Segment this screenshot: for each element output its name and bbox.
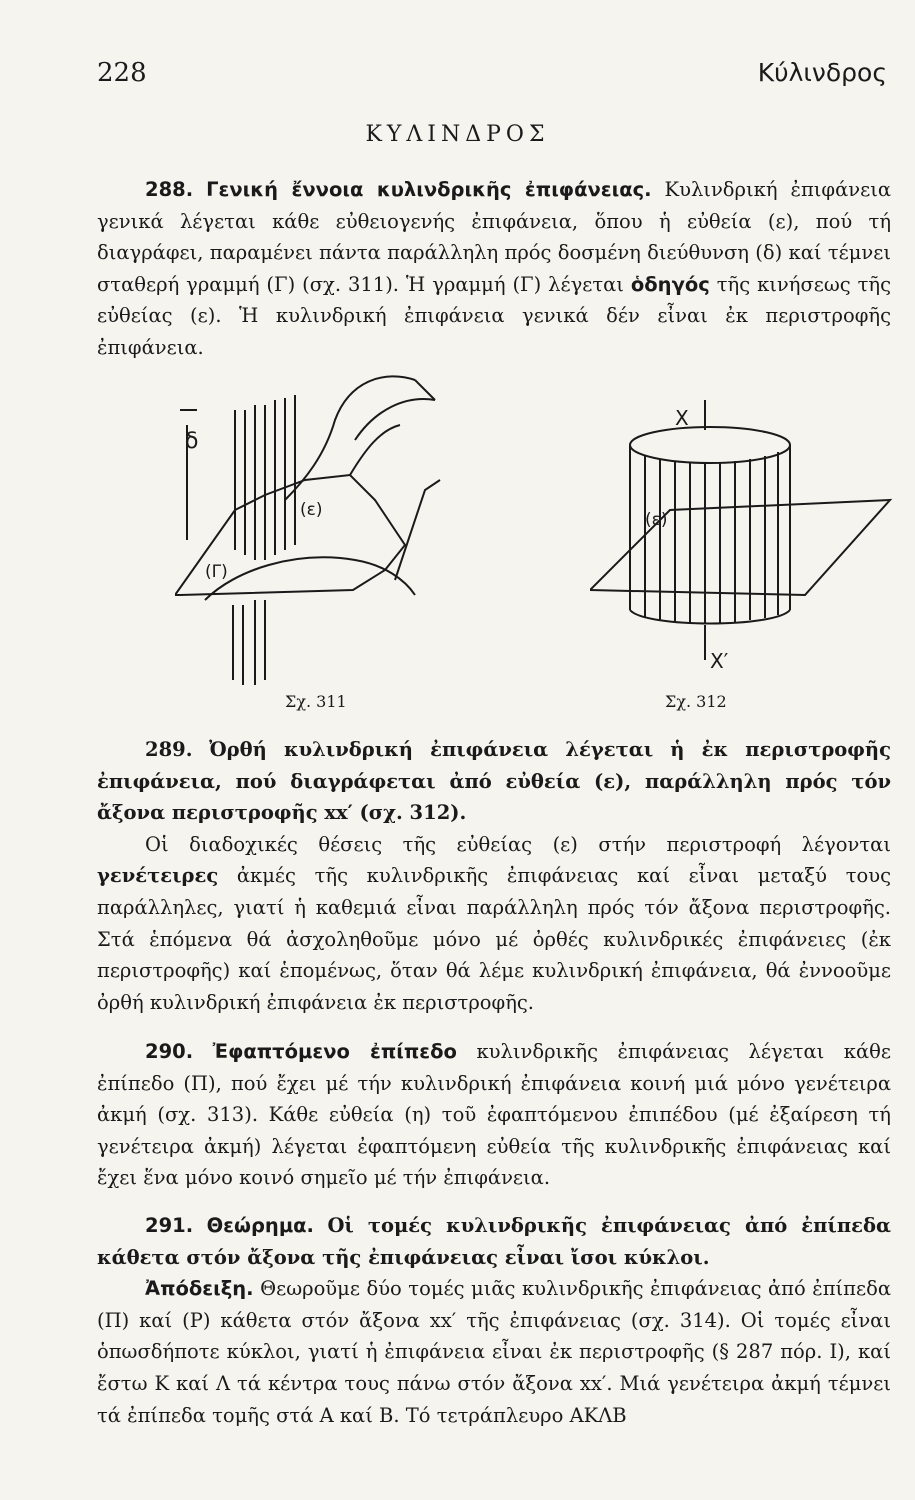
paragraph (97, 174, 891, 364)
section-number: 290. (145, 1040, 194, 1063)
paragraph (97, 829, 891, 1019)
label-delta: δ (185, 429, 199, 454)
label-gamma: (Γ) (205, 562, 228, 582)
body-text: Οἱ διαδοχικές θέσεις τῆς εὐθείας (ε) στήν περιστροφή λέγονται (145, 832, 891, 856)
figure-311-drawing (175, 370, 465, 690)
section-title: Ἐφαπτόμενο ἐπίπεδο (212, 1040, 457, 1063)
section-291 (97, 1210, 891, 1431)
proof-label: Ἀπόδειξη. (145, 1277, 254, 1301)
body-text: ἀκμές τῆς κυλινδρικῆς ἐπιφάνειας καί εἶναι μεταξύ τους παράλληλες, γιατί ἡ καθεμιά εἶναι παράλληλη πρός τόν ἄξονα περιστροφῆς. Στά ἑπόμενα θά ἀσχοληθοῦμε μόνο μέ ὀρθές κυλινδρικές ἐπιφάνειες (ἐκ περιστροφῆς) καί ἑπομένως, ὅταν θά λέμε κυλινδρική ἐπιφάνεια, θά ἐννοοῦμε ὀρθή κυλινδρική ἐπιφάνεια ἐκ περιστροφῆς. (97, 864, 891, 1014)
section-title: Θεώρημα. (206, 1214, 314, 1237)
label-epsilon: (ε) (645, 510, 668, 530)
paragraph (97, 1036, 891, 1194)
paragraph (97, 734, 891, 829)
body-text: Θεωροῦμε δύο τομές μιᾶς κυλινδρικῆς ἐπιφάνειας ἀπό ἐπίπεδα (Π) καί (Ρ) κάθετα στόν ἄξονα xx′ τῆς ἐπιφάνειας (σχ. 314). Οἱ τομές εἶναι ὁπωσδήποτε κύκλοι, γιατί ἡ ἐπιφάνεια εἶναι ἐκ περιστροφῆς (§ 287 πόρ. Ι), καί ἔστω Κ καί Λ τά κέντρα τους πάνω στόν ἄξονα xx′. Μιά γενέτειρα ἀκμή τέμνει τά ἐπίπεδα τομῆς στά Α καί Β. Τό τετράπλευρο ΑΚΛΒ (97, 1277, 892, 1427)
section-288 (97, 174, 891, 364)
page-header (97, 58, 887, 98)
label-x: X (675, 406, 689, 430)
page-number: 228 (97, 58, 147, 88)
body-text: κυλινδρικῆς ἐπιφάνειας λέγεται κάθε ἐπίπεδο (Π), πού ἔχει μέ τήν κυλινδρική ἐπιφάνεια κοινή μιά μόνο γενέτειρα ἀκμή (σχ. 313). Κάθε εὐθεία (η) τοῦ ἐφαπτόμενου ἐπιπέδου (μέ ἐξαίρεση τή γενέτειρα ἀκμή) λέγεται ἐφαπτόμενη εὐθεία τῆς κυλινδρικῆς ἐπιφάνειας καί ἔχει ἕνα μόνο κοινό σημεῖο μέ τήν ἐπιφάνεια. (97, 1040, 891, 1190)
figure-312-caption: Σχ. 312 (665, 692, 727, 711)
label-epsilon: (ε) (300, 500, 323, 520)
theorem-statement: Οἱ τομές κυλινδρικῆς ἐπιφάνειας ἀπό ἐπίπεδα κάθετα στόν ἄξονα τῆς ἐπιφάνειας εἶναι ἴσοι κύκλοι. (97, 1214, 891, 1269)
section-title: Γενική ἔννοια κυλινδρικῆς ἐπιφάνειας. (206, 178, 652, 201)
figure-312 (590, 370, 900, 720)
body-text: τῆς κινήσεως τῆς εὐθείας (ε). Ἡ κυλινδρική ἐπιφάνεια γενικά δέν εἶναι ἐκ περιστροφῆς ἐπιφάνεια. (97, 272, 891, 359)
figure-312-drawing (590, 370, 900, 690)
figures-row (150, 370, 770, 720)
term: γενέτειρες (97, 864, 219, 888)
section-290 (97, 1036, 891, 1194)
section-number: 289. (145, 738, 193, 761)
section-number: 288. (145, 178, 194, 201)
body-text: Κυλινδρική ἐπιφάνεια γενικά λέγεται κάθε εὐθειογενής ἐπιφάνεια, ὅπου ἡ εὐθεία (ε), πού τή διαγράφει, παραμένει πάντα παράλληλη πρός δοσμένη διεύθυνση (δ) καί τέμνει σταθερή γραμμή (Γ) (σχ. 311). Ἡ γραμμή (Γ) λέγεται (97, 178, 892, 296)
figure-311 (175, 370, 465, 720)
chapter-title: ΚΥΛΙΝΔΡΟΣ (365, 122, 550, 147)
running-title: Κύλινδρος (757, 58, 887, 87)
definition: Ὀρθή κυλινδρική ἐπιφάνεια λέγεται ἡ ἐκ περιστροφῆς ἐπιφάνεια, πού διαγράφεται ἀπό εὐθεία (ε), παράλληλη πρός τόν ἄξονα περιστροφῆς xx′ (σχ. 312). (97, 738, 891, 825)
section-289 (97, 734, 891, 1018)
term: ὁδηγός (630, 272, 710, 296)
paragraph (97, 1273, 891, 1431)
section-number: 291. (145, 1214, 194, 1237)
paragraph (97, 1210, 891, 1273)
label-x-prime: X′ (710, 649, 729, 673)
figure-311-caption: Σχ. 311 (285, 692, 347, 711)
